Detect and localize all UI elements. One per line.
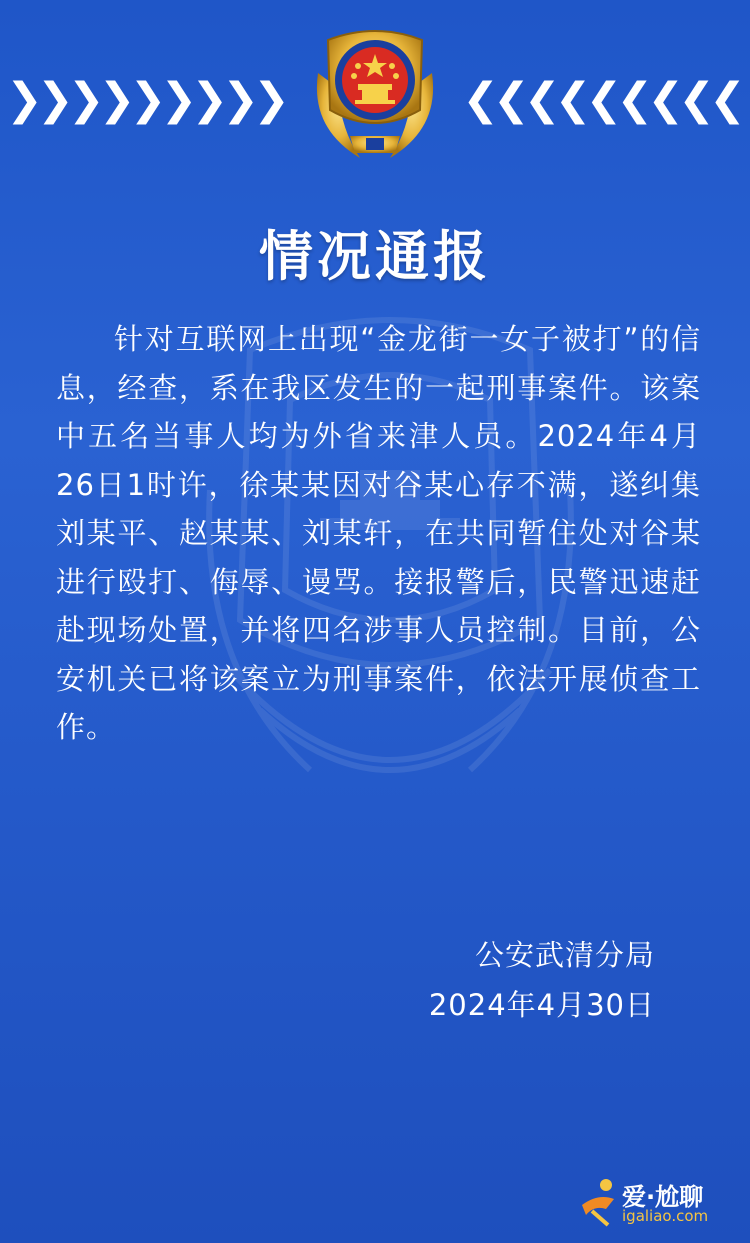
- watermark-url: igaliao.com: [622, 1207, 709, 1225]
- chevron-left-decoration: ❮❮❮❮❮❮❮❮❮: [462, 74, 740, 125]
- corner-watermark: [578, 1175, 738, 1231]
- notice-body: 针对互联网上出现“金龙街一女子被打”的信息，经查，系在我区发生的一起刑事案件。该案中五名当事人均为外省来津人员。2024年4月26日1时许，徐某某因对谷某心存不满，遂纠集刘某平、赵某某、刘某轩，在共同暂住处对谷某进行殴打、侮辱、谩骂。接报警后，民警迅速赶赴现场处置，并将四名涉事人员控制。目前，公安机关已将该案立为刑事案件，依法开展侦查工作。: [56, 322, 701, 744]
- issue-date: 2024年4月30日: [428, 988, 655, 1022]
- header-band: [0, 0, 750, 180]
- chevron-right-decoration: ❯❯❯❯❯❯❯❯❯: [6, 74, 284, 125]
- police-emblem-icon: [300, 18, 450, 168]
- runner-logo-icon: [578, 1175, 622, 1231]
- issuer-name: 公安武清分局: [474, 938, 655, 972]
- watermark-brand: 爱·尬聊: [622, 1183, 704, 1211]
- signature-block: [429, 930, 655, 1030]
- notice-title: 情况通报: [259, 224, 491, 288]
